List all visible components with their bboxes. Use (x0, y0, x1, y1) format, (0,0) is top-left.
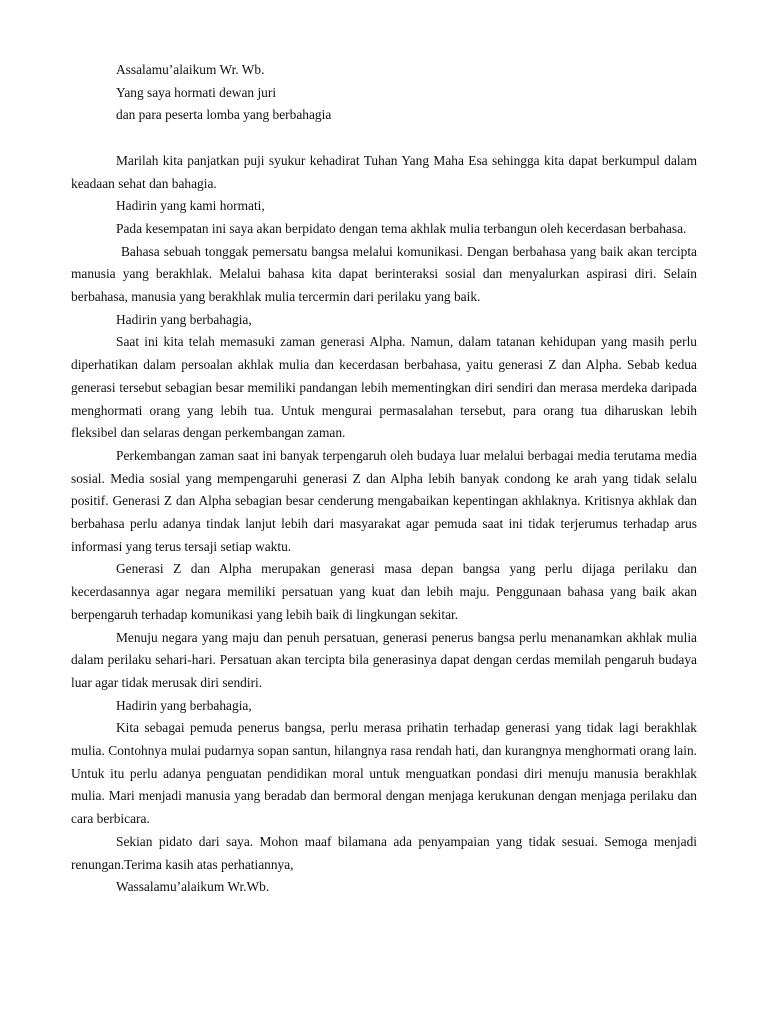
paragraph-social-media: Perkembangan zaman saat ini banyak terpengaruh oleh budaya luar melalui berbagai media terutama media sosial. Media sosial yang mempengaruhi generasi Z dan Alpha lebih banyak condong ke arah yang tidak selalu positif. Generasi Z dan Alpha sebagian besar cenderung mengabaikan kepentingan akhlaknya. Kritisnya akhlak dan berbahasa perlu adanya tindak lanjut lebih dari masyarakat agar pemuda saat ini tidak terjerumus terhadap arus informasi yang terus tersaji setiap waktu. (71, 447, 697, 554)
greeting-line: Assalamu’alaikum Wr. Wb. (116, 62, 265, 77)
paragraph-language-unifier: Bahasa sebuah tonggak pemersatu bangsa melalui komunikasi. Dengan berbahasa yang baik akan tercipta manusia yang berakhlak. Melalui bahasa kita dapat berinteraksi sosial dan menyalurkan aspirasi diri. Selain berbahasa, manusia yang berakhlak mulia tercermin dari perilaku yang baik. (71, 243, 697, 305)
address-participants-line: dan para peserta lomba yang berbahagia (116, 107, 332, 123)
paragraph-unity: Menuju negara yang maju dan penuh persatuan, generasi penerus bangsa perlu menanamkan akhlak mulia dalam perilaku sehari-hari. Persatuan akan tercipta bila generasinya dapat dengan cerdas memilah pengaruh budaya luar agar tidak merusak diri sendiri. (71, 629, 697, 690)
paragraph-address-audience: Hadirin yang berbahagia, (116, 311, 252, 327)
address-jury-line: Yang saya hormati dewan juri (116, 84, 277, 100)
paragraph-future-generation: Generasi Z dan Alpha merupakan generasi masa depan bangsa yang perlu dijaga perilaku dan kecerdasannya agar negara memiliki persatuan yang kuat dan lebih maju. Penggunaan bahasa yang baik akan berpengaruh terhadap komunikasi yang lebih baik di lingkungan sekitar. (71, 561, 697, 622)
paragraph-address-audience: Hadirin yang kami hormati, (116, 198, 265, 214)
paragraph-theme: Pada kesempatan ini saya akan berpidato dengan tema akhlak mulia terbangun oleh kecerdasan berbahasa. (116, 220, 687, 236)
paragraph-opening-gratitude: Marilah kita panjatkan puji syukur kehadirat Tuhan Yang Maha Esa sehingga kita dapat berkumpul dalam keadaan sehat dan bahagia. (71, 152, 697, 191)
paragraph-generation-alpha: Saat ini kita telah memasuki zaman generasi Alpha. Namun, dalam tatanan kehidupan yang masih perlu diperhatikan dalam persoalan akhlak mulia dan kecerdasan berbahasa, yaitu generasi Z dan Alpha. Sebab kedua generasi tersebut sebagian besar memiliki pandangan lebih mementingkan diri sendiri dan merasa merdeka daripada menghormati orang yang lebih tua. Untuk mengurai permasalahan tersebut, para orang tua diharuskan lebih fleksibel dan selaras dengan perkembangan zaman. (71, 334, 697, 441)
document-page (71, 59, 697, 899)
paragraph-moral-education: Kita sebagai pemuda penerus bangsa, perlu merasa prihatin terhadap generasi yang tidak lagi berakhlak mulia. Contohnya mulai pudarnya sopan santun, hilangnya rasa rendah hati, dan kurangnya menghormati orang lain. Untuk itu perlu adanya penguatan pendidikan moral untuk menguatkan pondasi diri menuju manusia berakhlak mulia. Mari menjadi manusia yang beradab dan bermoral dengan menjaga kerukunan dengan menjaga perilaku dan cara berbicara. (71, 720, 697, 827)
paragraph-farewell-greeting: Wassalamu’alaikum Wr.Wb. (116, 879, 270, 895)
paragraph-closing: Sekian pidato dari saya. Mohon maaf bilamana ada penyampaian yang tidak sesuai. Semoga menjadi renungan.Terima kasih atas perhatiannya, (71, 833, 697, 872)
salutation-block (71, 59, 697, 127)
paragraph-address-audience: Hadirin yang berbahagia, (116, 697, 252, 713)
